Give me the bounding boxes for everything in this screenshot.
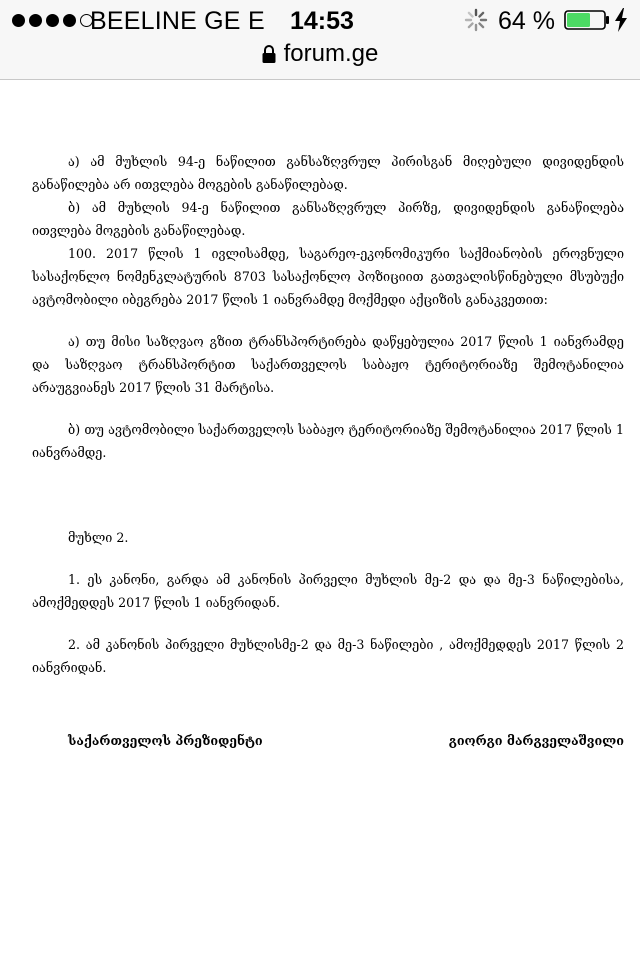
signature-block — [68, 729, 624, 752]
spacer — [32, 679, 624, 729]
spacer — [32, 311, 624, 330]
status-bar — [0, 0, 640, 40]
battery-fill — [567, 13, 590, 27]
signal-dot — [12, 14, 25, 27]
article-2-heading: მუხლი 2. — [68, 530, 129, 545]
battery-icon — [564, 10, 610, 30]
signer-title: საქართველოს პრეზიდენტი — [68, 733, 263, 748]
signal-strength-icon — [12, 13, 93, 27]
browser-chrome — [0, 0, 640, 80]
signal-dot — [29, 14, 42, 27]
law-document — [32, 150, 624, 752]
charging-bolt-icon — [614, 8, 628, 32]
address-bar[interactable] — [0, 38, 640, 70]
battery-percentage: 64 % — [498, 7, 555, 35]
url-text[interactable]: forum.ge — [283, 40, 379, 67]
network-type: E — [248, 7, 265, 35]
signal-dot — [63, 14, 76, 27]
paragraph-b-import: ბ) თუ ავტომობილი საქართველოს საბაჟო ტერიტორიაზე შემოტანილია 2017 წლის 1 იანვრამდე. — [32, 422, 624, 460]
paragraph-a-dividend-not-profit: ა) ამ მუხლის 94-ე ნაწილით განსაზღვრულ პირისგან მიღებული დივიდენდის განაწილება არ ითვლება მოგების განაწილებად. — [32, 154, 624, 192]
activity-spinner-icon — [464, 8, 488, 32]
article-2-clause-1: 1. ეს კანონი, გარდა ამ კანონის პირველი მუხლის მე-2 და და მე-3 ნაწილებისა, ამოქმედდეს 2017 წლის 1 იანვრიდან. — [32, 572, 624, 610]
carrier-name: BEELINE GE — [90, 7, 241, 35]
status-time: 14:53 — [290, 7, 354, 35]
paragraph-b-dividend-profit: ბ) ამ მუხლის 94-ე ნაწილით განსაზღვრულ პირზე, დივიდენდის განაწილება ითვლება მოგების განაწილებად. — [32, 200, 624, 238]
spacer — [32, 614, 624, 633]
spacer — [32, 399, 624, 418]
spacer — [32, 464, 624, 526]
article-2-clause-2: 2. ამ კანონის პირველი მუხლისმე-2 და მე-3 ნაწილები , ამოქმედდეს 2017 წლის 2 იანვრიდან. — [32, 637, 624, 675]
spacer — [32, 549, 624, 568]
paragraph-100-excise: 100. 2017 წლის 1 ივლისამდე, საგარეო-ეკონომიკური საქმიანობის ეროვნული სასაქონლო ნომენკლატურის 8703 სასაქონლო პოზიციით გათვალისწინებული მსუბუქი ავტომობილი იბეგრება 2017 წლის 1 იანვრამდე მოქმედი აქციზის განაკვეთით: — [32, 246, 624, 307]
signal-dot — [46, 14, 59, 27]
signer-name: გიორგი მარგველაშვილი — [448, 733, 624, 748]
paragraph-a-sea-transport: ა) თუ მისი საზღვაო გზით ტრანსპორტირება დაწყებულია 2017 წლის 1 იანვრამდე და საზღვაო ტრანსპორტით საქართველოს საბაჟო ტერიტორიაზე შემოტანილია არაუგვიანეს 2017 წლის 31 მარტისა. — [32, 334, 624, 395]
lock-icon — [262, 45, 276, 63]
